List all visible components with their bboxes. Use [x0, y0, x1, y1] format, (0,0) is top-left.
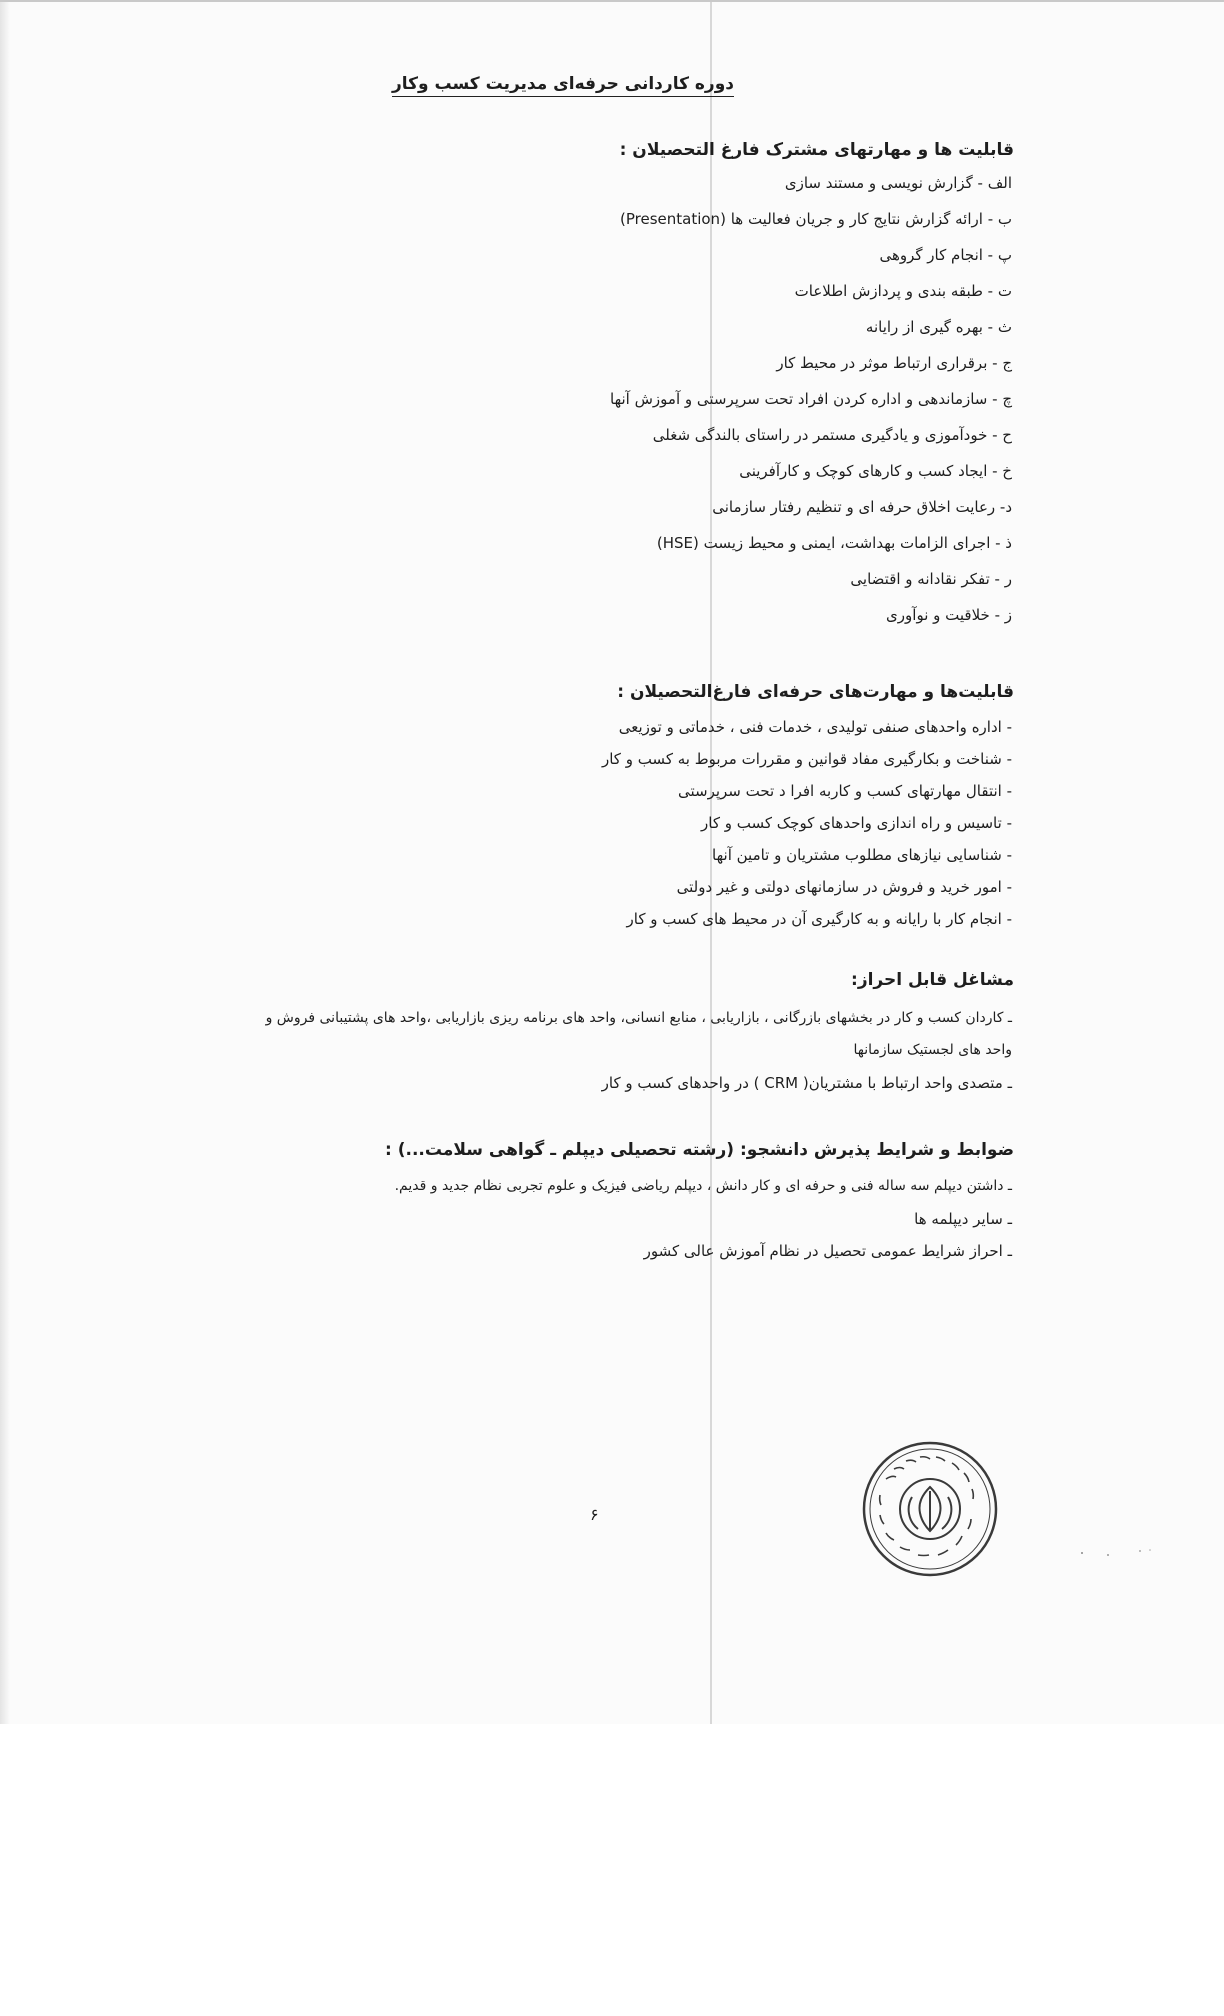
common-skill-item: ح - خودآموزی و یادگیری مستمر در راستای بالندگی شغلی — [652, 426, 1012, 444]
professional-skill-item: - شناخت و بکارگیری مفاد قوانین و مقررات مربوط به کسب و کار — [601, 750, 1012, 768]
scan-edge-shadow — [0, 2, 10, 1724]
document-title: دوره کاردانی حرفه‌ای مدیریت کسب وکار — [392, 74, 734, 97]
scan-specks — [1078, 1547, 1158, 1559]
professional-skill-item: - انتقال مهارتهای کسب و کاربه افرا د تحت سرپرستی — [677, 782, 1012, 800]
job-item: واحد های لجستیک سازمانها — [853, 1042, 1012, 1058]
professional-skills-heading: قابلیت‌ها و مهارت‌های حرفه‌ای فارغ‌التحصیلان : — [617, 682, 1014, 702]
jobs-heading: مشاغل قابل احراز: — [851, 970, 1014, 990]
professional-skill-item: - تاسیس و راه اندازی واحدهای کوچک کسب و کار — [701, 814, 1012, 832]
admission-item: ـ داشتن دیپلم سه ساله فنی و حرفه ای و کار دانش ، دیپلم ریاضی فیزیک و علوم تجربی نظام جدید و قدیم. — [394, 1178, 1012, 1194]
common-skill-item: ذ - اجرای الزامات بهداشت، ایمنی و محیط زیست (HSE) — [656, 534, 1012, 552]
common-skill-item: ب - ارائه گزارش نتایج کار و جریان فعالیت ها (Presentation) — [620, 210, 1012, 228]
professional-skill-item: - امور خرید و فروش در سازمانهای دولتی و غیر دولتی — [676, 878, 1012, 896]
ministry-seal-icon — [860, 1439, 1000, 1579]
professional-skill-item: - انجام کار با رایانه و به کارگیری آن در محیط های کسب و کار — [626, 910, 1012, 928]
common-skill-item: ث - بهره گیری از رایانه — [865, 318, 1012, 336]
page-number: ۶ — [590, 1505, 599, 1524]
job-item: ـ متصدی واحد ارتباط با مشتریان( CRM ) در واحدهای کسب و کار — [601, 1074, 1012, 1092]
common-skill-item: الف - گزارش نویسی و مستند سازی — [784, 174, 1012, 192]
job-item: ـ کاردان کسب و کار در بخشهای بازرگانی ، بازاریابی ، منابع انسانی، واحد های برنامه ریزی بازاریابی ،واحد های پشتیبانی فروش و — [265, 1010, 1012, 1026]
common-skill-item: ت - طبقه بندی و پردازش اطلاعات — [794, 282, 1012, 300]
professional-skill-item: - شناسایی نیازهای مطلوب مشتریان و تامین آنها — [712, 846, 1012, 864]
common-skill-item: پ - انجام کار گروهی — [879, 246, 1012, 264]
common-skill-item: ر - تفکر نقادانه و اقتضایی — [850, 570, 1012, 588]
admission-item: ـ سایر دیپلمه ها — [914, 1210, 1012, 1228]
common-skill-item: ج - برقراری ارتباط موثر در محیط کار — [776, 354, 1012, 372]
common-skill-item: ز - خلاقیت و نوآوری — [886, 606, 1012, 624]
admission-heading: ضوابط و شرایط پذیرش دانشجو: (رشته تحصیلی دیپلم ـ گواهی سلامت...) : — [385, 1140, 1014, 1160]
common-skill-item: خ - ایجاد کسب و کارهای کوچک و کارآفرینی — [739, 462, 1012, 480]
common-skills-heading: قابلیت ها و مهارتهای مشترک فارغ التحصیلان : — [619, 140, 1014, 160]
common-skill-item: چ - سازماندهی و اداره کردن افراد تحت سرپرستی و آموزش آنها — [610, 390, 1012, 408]
common-skill-item: د- رعایت اخلاق حرفه ای و تنظیم رفتار سازمانی — [712, 498, 1012, 516]
admission-item: ـ احراز شرایط عمومی تحصیل در نظام آموزش عالی کشور — [643, 1242, 1012, 1260]
professional-skill-item: - اداره واحدهای صنفی تولیدی ، خدمات فنی ، خدماتی و توزیعی — [618, 718, 1012, 736]
